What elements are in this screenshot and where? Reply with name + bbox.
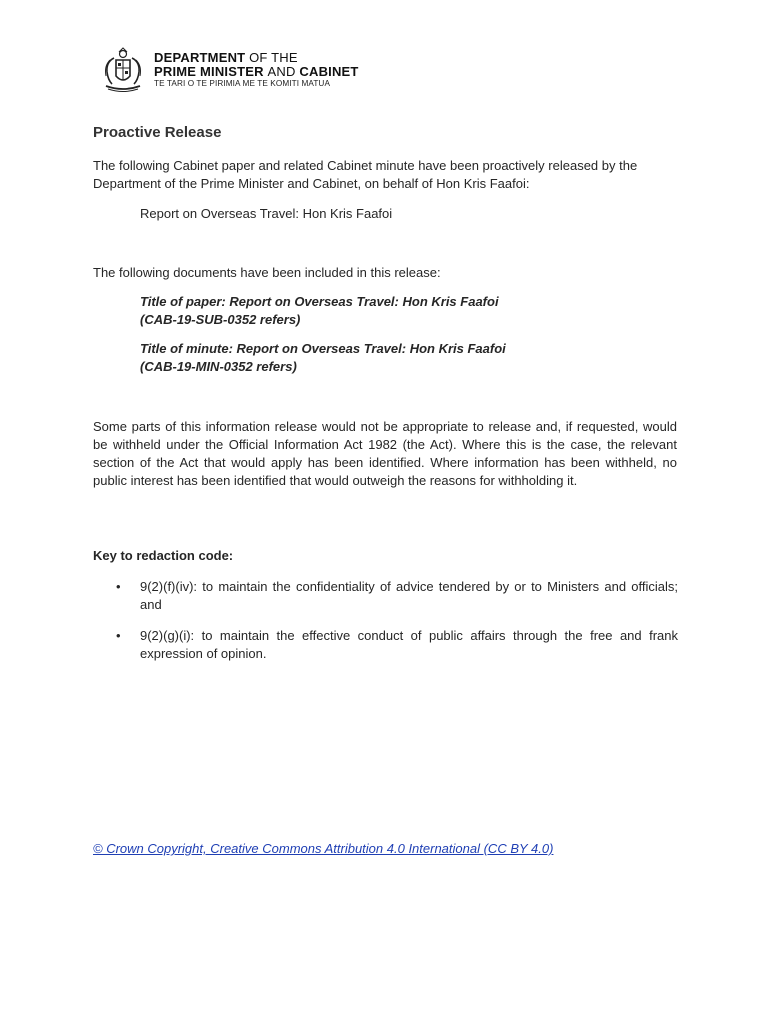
dpmc-logo	[98, 46, 359, 94]
redaction-code-text: 9(2)(g)(i): to maintain the effective conduct of public affairs through the free and frank expression of opinion.	[140, 628, 678, 661]
bullet-icon: •	[116, 628, 121, 643]
coat-of-arms-icon	[98, 46, 148, 94]
logo-department: DEPARTMENT OF THE	[154, 50, 298, 66]
report-title: Report on Overseas Travel: Hon Kris Faafoi	[140, 206, 393, 221]
redaction-code-text: 9(2)(f)(iv): to maintain the confidentiality of advice tendered by or to Ministers and officials; and	[140, 579, 678, 612]
withholding-paragraph: Some parts of this information release would not be appropriate to release and, if requested, would be withheld under the Official Information Act 1982 (the Act). Where this is the case, the relevant section of the Act that would apply has been identified. Where information has been withheld, no public interest has been identified that would outweigh the reasons for withholding it.	[93, 419, 677, 488]
list-item	[116, 627, 678, 663]
documents-intro: The following documents have been included in this release:	[93, 265, 441, 280]
minute-reference: (CAB-19-MIN-0352 refers)	[140, 359, 297, 374]
logo-maori-name: TE TARI O TE PIRIMIA ME TE KOMITI MATUA	[154, 79, 331, 89]
copyright-license-link[interactable]: © Crown Copyright, Creative Commons Attribution 4.0 International (CC BY 4.0)	[93, 841, 554, 856]
list-item	[116, 578, 678, 614]
page-title: Proactive Release	[93, 124, 222, 141]
minute-title: Title of minute: Report on Overseas Travel: Hon Kris Faafoi	[140, 341, 506, 356]
intro-paragraph: The following Cabinet paper and related Cabinet minute have been proactively released by the Department of the Prime Minister and Cabinet, on behalf of Hon Kris Faafoi:	[93, 158, 638, 191]
logo-pm-cabinet: PRIME MINISTER AND CABINET	[154, 64, 359, 80]
paper-reference: (CAB-19-SUB-0352 refers)	[140, 312, 301, 327]
bullet-icon: •	[116, 579, 121, 594]
paper-title: Title of paper: Report on Overseas Travel: Hon Kris Faafoi	[140, 294, 499, 309]
redaction-key-heading: Key to redaction code:	[93, 548, 234, 563]
redaction-code-list	[116, 578, 678, 676]
